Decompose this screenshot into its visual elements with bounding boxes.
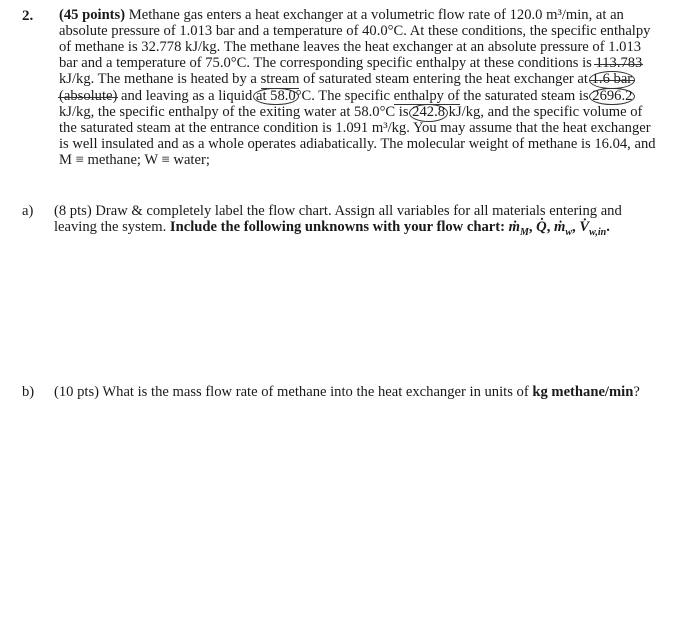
part-a-question: (8 pts) Draw & completely label the flow chart. Assign all variables for all materials entering and leaving the system. Include the following unknowns with your flow chart: ṁ$_M$, Q̇, ṁ$_w$, $V̇_{w,in}$. <box>54 203 622 238</box>
part-a-instruction: Include the following unknowns with your flow chart: <box>169 218 509 235</box>
statement-text-5: and leaving as a liquid <box>117 87 256 104</box>
stream-word: stream <box>260 70 300 87</box>
problem-number: 2. <box>22 8 34 24</box>
statement-text-6: °C. The specific <box>295 87 394 104</box>
part-b-units: kg methane/min <box>532 384 634 400</box>
absolute-word: (absolute) <box>59 87 118 104</box>
statement-text-1: Methane gas enters a heat exchanger at a volumetric flow rate of 120.0 m³/min, at an absolute pressure of 1.013 bar and a temperature of 40.0°C. At these conditions, the specific enthalpy of methane is 32.778 kJ/kg. The methane leaves the heat exchanger at an absolute pressure of 1.013 bar and a temperature of 75.0°C. The corresponding specific enthalpy at these conditions is <box>59 7 651 71</box>
problem-2 <box>22 8 662 169</box>
problem-points: (45 points) <box>59 7 126 23</box>
statement-text-8: kJ/kg, the specific enthalpy of the exiting water at 58.0°C is <box>59 104 413 121</box>
steam-enthalpy-value: 2696.2 <box>589 88 635 106</box>
enthalpy-word: enthalpy of <box>393 87 460 104</box>
statement-text-9: kJ/kg, and the specific volume of the saturated steam at the entrance condition is 1.091 m³/kg. You may assume that the heat exchanger is well insulated and as a whole operates adiabatically. The molecular weight of methane is 16.04, and M ≡ methane; W ≡ water; <box>59 104 656 169</box>
part-a-text: (8 pts) Draw & completely label the flow chart. Assign all variables for all materials entering and leaving the system. <box>54 203 622 235</box>
part-b-question: (10 pts) What is the mass flow rate of methane into the heat exchanger in units of kg methane/min? <box>54 384 640 400</box>
part-b <box>22 385 662 401</box>
statement-text-3: of saturated steam entering the heat exchanger at <box>299 70 592 87</box>
unknown-steam-volumetric-flow: $V̇_{w,in}$ <box>579 218 607 238</box>
water-enthalpy-value: 242.8 <box>409 104 448 122</box>
part-a <box>22 204 662 241</box>
part-a-label: a) <box>22 203 34 219</box>
problem-statement <box>59 8 662 169</box>
statement-text-2: kJ/kg. The methane is heated by a <box>59 70 261 87</box>
unknown-heat-rate: Q̇ <box>536 218 547 235</box>
exit-temperature-value: at 58.0 <box>253 88 299 106</box>
statement-text-7: the saturated steam is <box>459 87 593 104</box>
unknown-methane-mass-flow: ṁ$_M$ <box>508 218 529 238</box>
part-b-label: b) <box>22 384 35 400</box>
unknown-water-mass-flow: ṁ$_w$ <box>554 218 573 238</box>
part-b-text: (10 pts) What is the mass flow rate of methane into the heat exchanger in units of <box>54 384 533 400</box>
steam-pressure-value: 1.6 bar <box>589 71 636 89</box>
enthalpy-out-value: 113.783 <box>595 54 643 71</box>
